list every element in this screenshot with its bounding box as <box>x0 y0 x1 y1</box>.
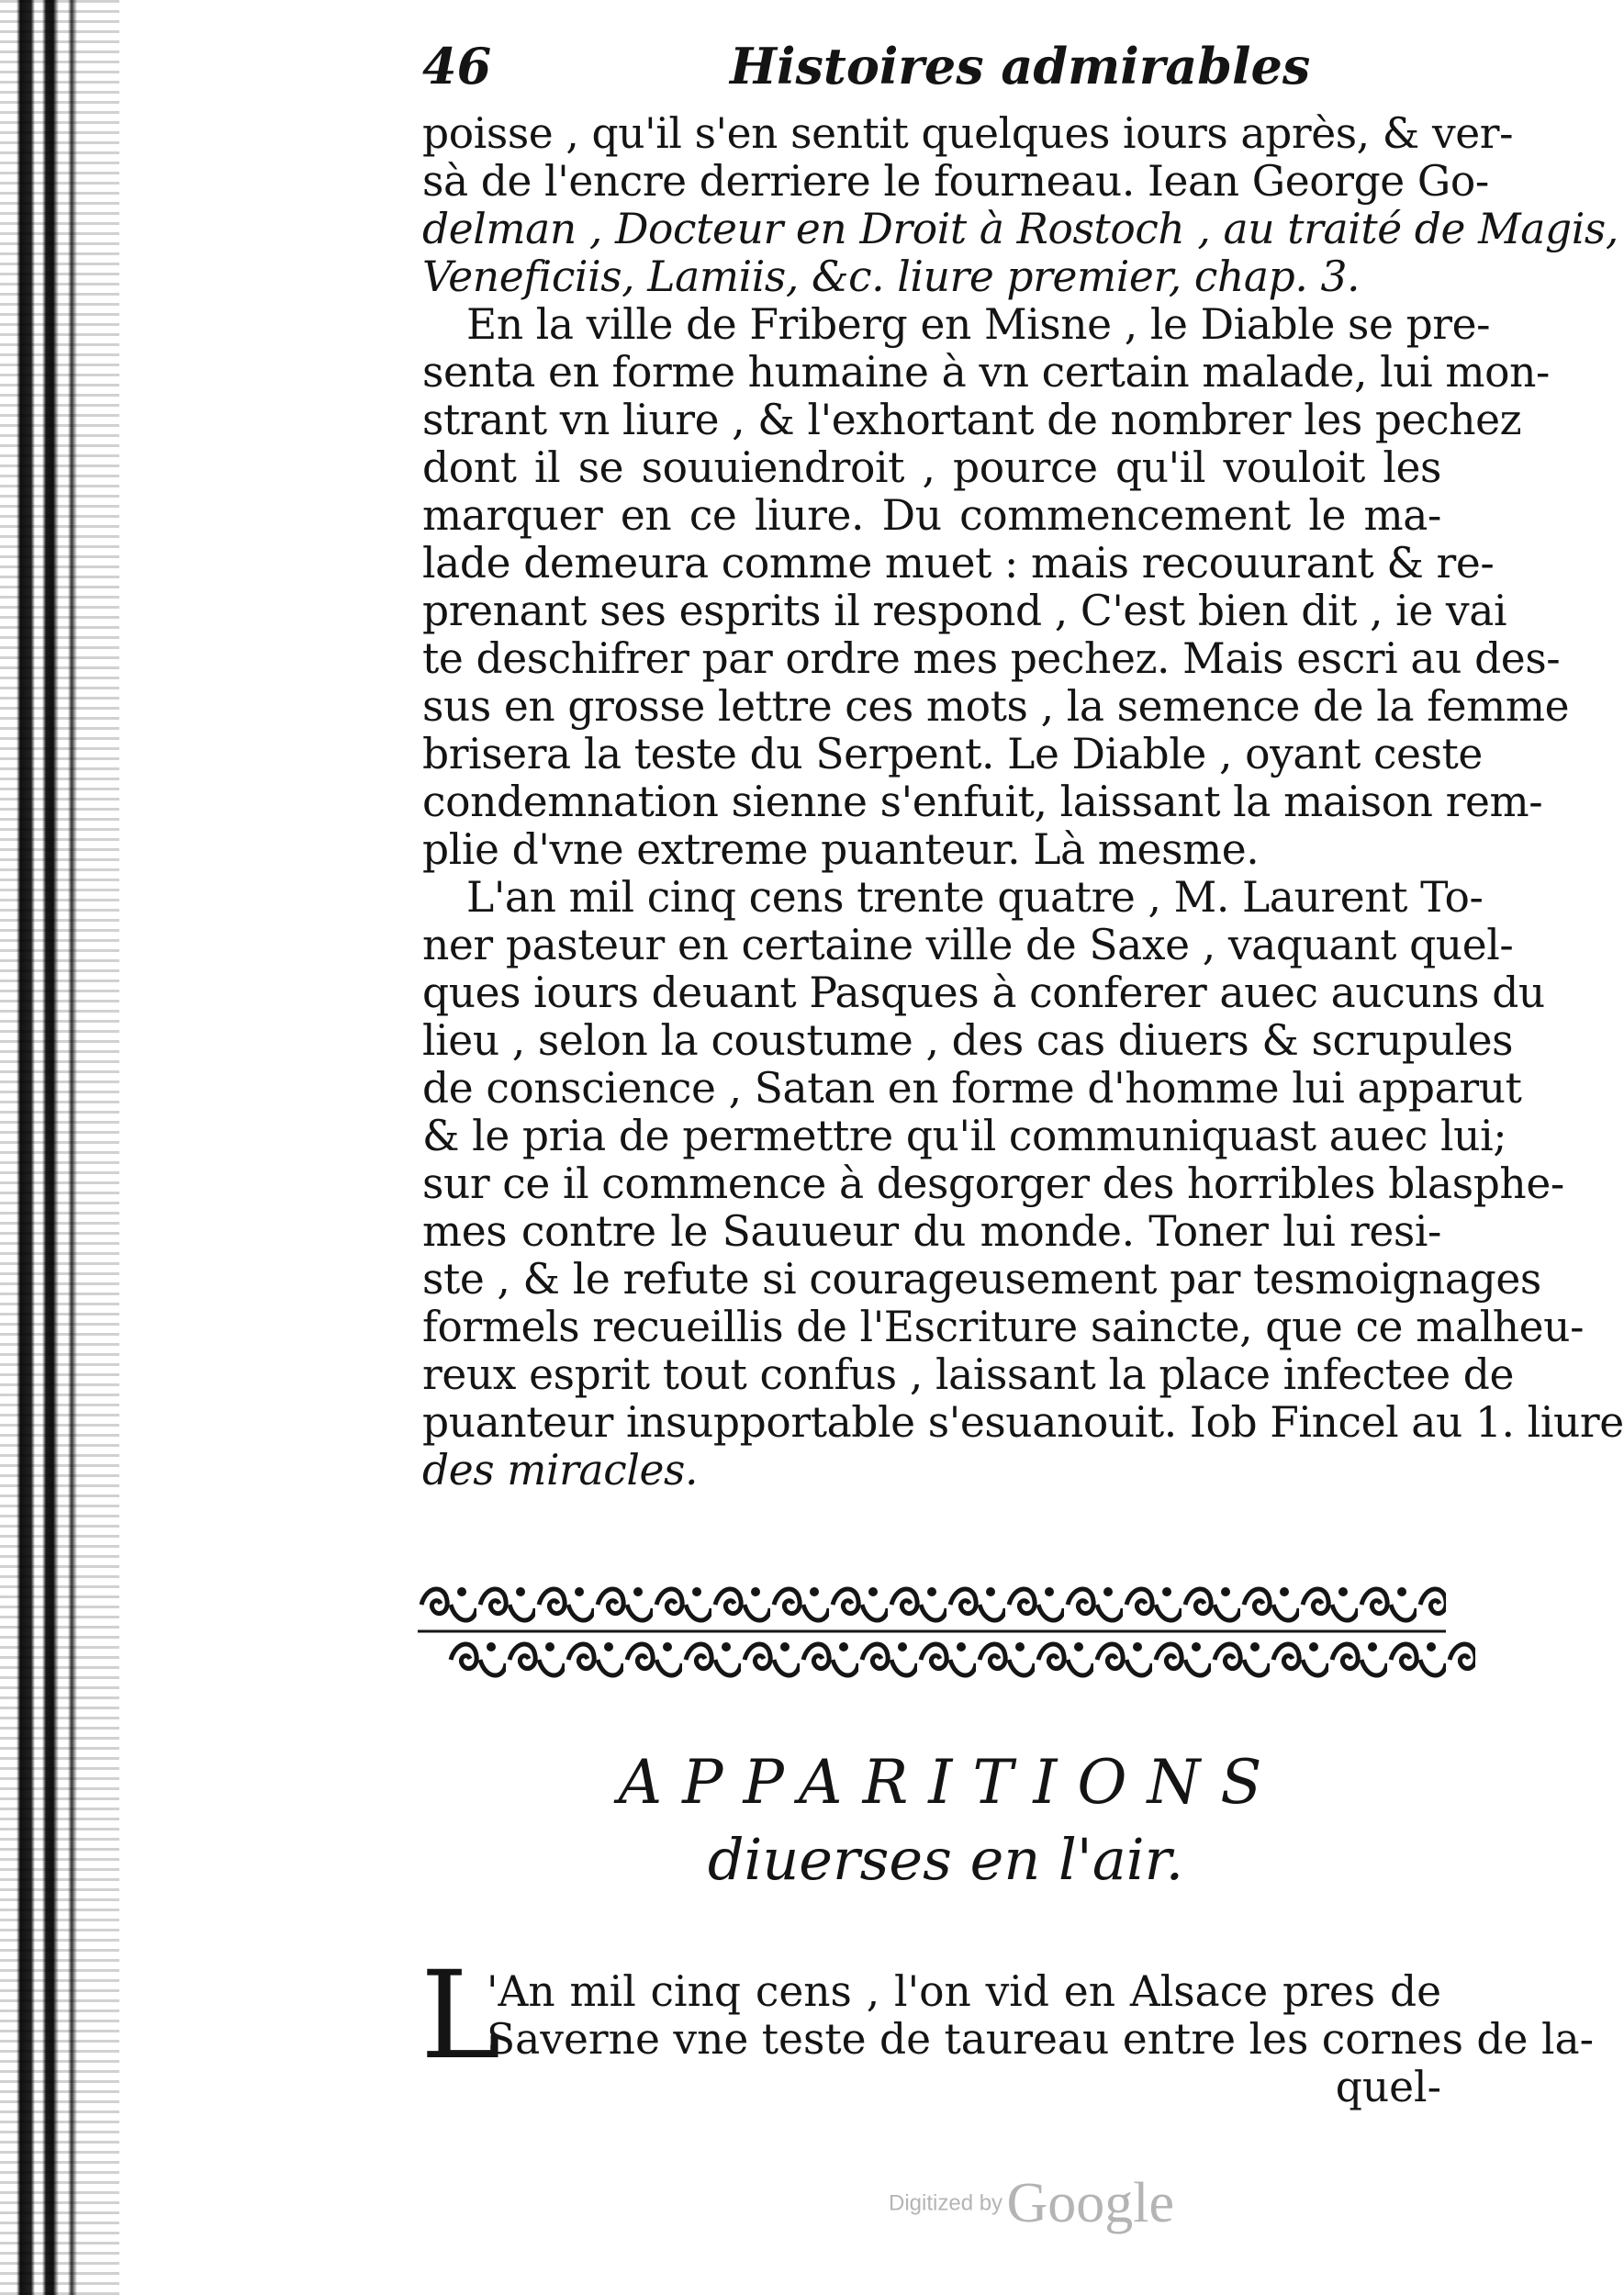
digitized-by-watermark <box>889 2171 1174 2236</box>
text-line: ner pasteur en certaine ville de Saxe , vaquant quel- <box>422 921 1514 969</box>
text-line: strant vn liure , & l'exhortant de nombrer les pechez <box>422 396 1522 444</box>
drop-cap: L <box>420 1945 501 2087</box>
text-line: dont il se souuiendroit , pource qu'il vouloit les <box>422 443 1441 492</box>
paragraph-first-line: L'an mil cinq cens trente quatre , M. Laurent To- <box>466 873 1484 922</box>
text-line: reux esprit tout confus , laissant la place infectee de <box>422 1350 1515 1399</box>
text-line: sus en grosse lettre ces mots , la semence de la femme <box>422 682 1570 731</box>
text-line: delman , Docteur en Droit à Rostoch , au traité de Magis, <box>422 205 1618 253</box>
text-line: marquer en ce liure. Du commencement le ma- <box>422 491 1441 540</box>
text-line: prenant ses esprits il respond , C'est bien dit , ie vai <box>422 587 1507 635</box>
text-line: brisera la teste du Serpent. Le Diable , oyant ceste <box>422 730 1483 778</box>
ornamental-band-icon <box>418 1577 1446 1687</box>
text-line: lade demeura comme muet : mais recouurant & re- <box>422 539 1495 588</box>
text-line: te deschifrer par ordre mes pechez. Mais escri au des- <box>422 634 1561 683</box>
book-page <box>420 37 1624 2148</box>
text-line: Veneficiis, Lamiis, &c. liure premier, chap. 3. <box>422 252 1361 301</box>
text-line: senta en forme humaine à vn certain malade, lui mon- <box>422 348 1550 397</box>
text-line: de conscience , Satan en forme d'homme lui apparut <box>422 1064 1522 1113</box>
text-line: Saverne vne teste de taureau entre les cornes de la- <box>487 2015 1594 2064</box>
text-line: sur ce il commence à desgorger des horribles blasphe- <box>422 1159 1564 1208</box>
text-line: des miracles. <box>422 1446 699 1495</box>
book-binding-edge <box>0 0 119 2295</box>
digitized-by-label: Digitized by <box>889 2190 1003 2216</box>
body-text <box>422 109 1624 1495</box>
google-logo: Google <box>1006 2172 1175 2234</box>
text-line: & le pria de permettre qu'il communiquast auec lui; <box>422 1112 1507 1160</box>
text-line: 'An mil cinq cens , l'on vid en Alsace pres de <box>487 1967 1441 2016</box>
text-line: condemnation sienne s'enfuit, laissant la maison rem- <box>422 778 1543 826</box>
text-line: poisse , qu'il s'en sentit quelques iours après, & ver- <box>422 109 1514 158</box>
text-line: puanteur insupportable s'esuanouit. Iob Fincel au 1. liure <box>422 1398 1624 1447</box>
chapter-opening <box>420 1945 1594 2117</box>
paragraph-first-line: En la ville de Friberg en Misne , le Diable se pre- <box>466 300 1491 349</box>
catchword: quel- <box>1335 2063 1441 2111</box>
text-line: formels recueillis de l'Escriture saincte, que ce malheu- <box>422 1303 1585 1351</box>
text-line: ste , & le refute si courageusement par tesmoignages <box>422 1255 1541 1304</box>
page-header <box>422 37 1441 110</box>
text-line: ques iours deuant Pasques à conferer auec aucuns du <box>422 968 1545 1017</box>
running-title: Histoires admirables <box>730 37 1311 95</box>
text-line: sà de l'encre derriere le fourneau. Iean George Go- <box>422 157 1489 206</box>
text-line: plie d'vne extreme puanteur. Là mesme. <box>422 825 1260 874</box>
page-number: 46 <box>422 37 492 95</box>
text-line: mes contre le Sauueur du monde. Toner lui resi- <box>422 1207 1441 1256</box>
text-line: lieu , selon la coustume , des cas diuers & scrupules <box>422 1016 1514 1065</box>
section-subtitle: diuerses en l'air. <box>707 1826 1184 1893</box>
section-title: APPARITIONS <box>618 1747 1282 1818</box>
